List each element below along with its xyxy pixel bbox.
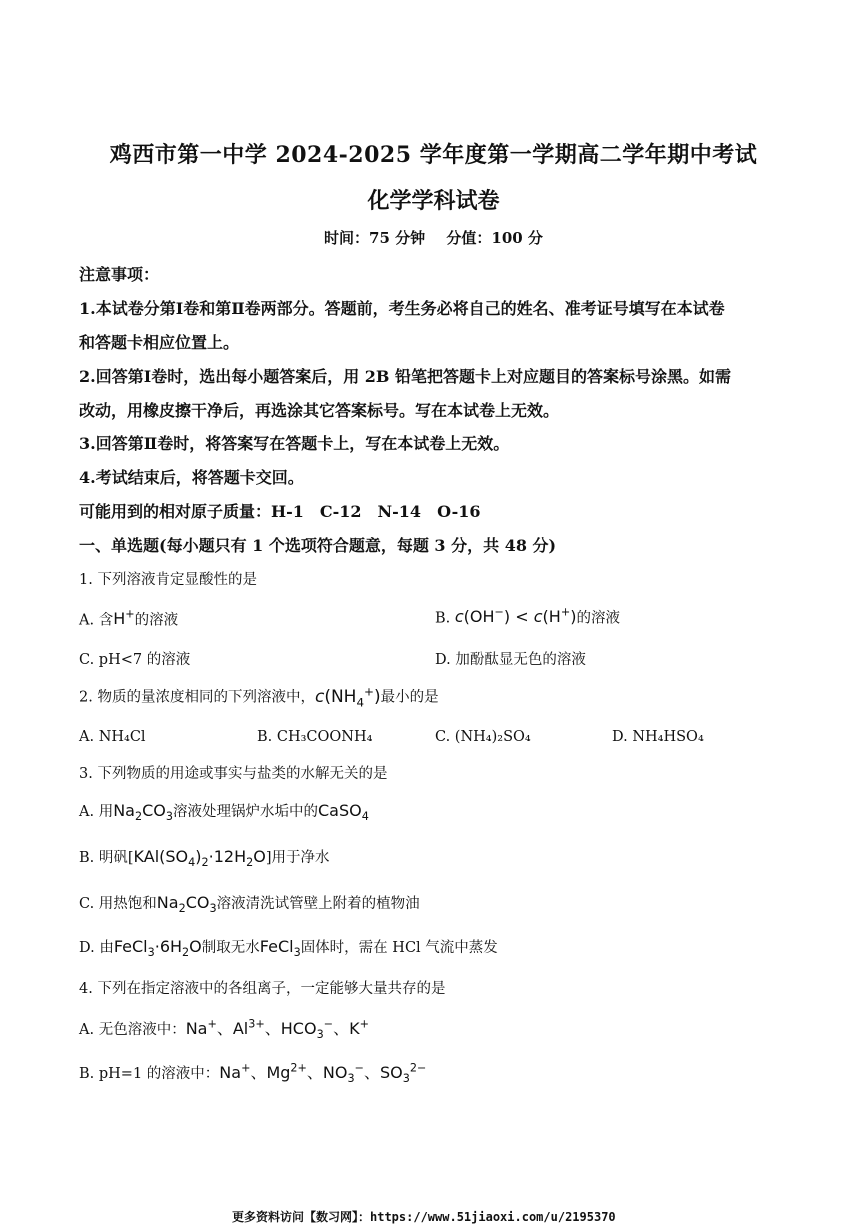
notice-heading: 注意事项： (79, 265, 160, 284)
footer-link[interactable]: 更多资料访问【数习网】：https://www.51jiaoxi.com/u/2195370 (232, 1210, 616, 1224)
notice-item-4: 4.考试结束后，将答题卡交回。 (79, 468, 304, 487)
question-2-option-b: B. CH₃COONH₄ (257, 729, 373, 745)
question-3-option-a: A. 用$Na_2CO_3$溶液处理锅炉水垢中的CaSO$_4$ (79, 801, 369, 824)
notice-item-2a: 2.回答第Ⅰ卷时，选出每小题答案后，用 2B 铅笔把答题卡上对应题目的答案标号涂黑。如需 (79, 367, 731, 386)
atomic-masses: 可能用到的相对原子质量：H-1 C-12 N-14 O-16 (79, 502, 481, 521)
ions-set-a: Na+、$Al^{3+}$、$HCO_3^-$、K+ (185, 1017, 369, 1042)
notice-item-3: 3.回答第Ⅱ卷时，将答案写在答题卡上，写在本试卷上无效。 (79, 434, 510, 453)
formula-c-nh4: $c(NH_4^+)$ (314, 684, 381, 710)
formula-na2co3-hot: $Na_2CO_3$ (156, 893, 217, 916)
question-2-option-a: A. NH₄Cl (79, 729, 146, 745)
question-4-option-a: A. 无色溶液中：Na+、$Al^{3+}$、$HCO_3^-$、K+ (79, 1017, 369, 1042)
question-1-stem: 1. 下列溶液肯定显酸性的是 (79, 572, 257, 588)
formula-h-plus: H+ (113, 608, 135, 629)
notice-item-2b: 改动，用橡皮擦干净后，再选涂其它答案标号。写在本试卷上无效。 (79, 401, 560, 420)
question-1-option-d: D. 加酚酞显无色的溶液 (435, 652, 586, 668)
question-3-option-c: C. 用热饱和$Na_2CO_3$溶液清洗试管壁上附着的植物油 (79, 893, 420, 916)
section-heading: 一、单选题(每小题只有 1 个选项符合题意，每题 3 分，共 48 分) (79, 536, 557, 555)
formula-fecl3-hydrate: $FeCl_3\cdot 6H_2O$ (113, 937, 202, 960)
question-1-option-c: C. pH<7 的溶液 (79, 652, 191, 668)
question-2-option-d: D. NH₄HSO₄ (612, 729, 704, 745)
notice-item-1a: 1.本试卷分第Ⅰ卷和第Ⅱ卷两部分。答题前，考生务必将自己的姓名、准考证号填写在本试卷 (79, 299, 725, 318)
question-2-option-c: C. (NH₄)₂SO₄ (435, 729, 531, 745)
question-3-option-b: B. 明矾$[KAl(SO_4)_2\cdot 12H_2O]$用于净水 (79, 847, 330, 870)
exam-score: 分值：100 分 (446, 229, 543, 247)
question-4-stem: 4. 下列在指定溶液中的各组离子，一定能够大量共存的是 (79, 981, 446, 997)
formula-oh-lt-h: c(OH−) < c(H+) (454, 606, 577, 627)
notice-item-1b: 和答题卡相应位置上。 (79, 333, 240, 352)
question-2-stem: 2. 物质的量浓度相同的下列溶液中，$c(NH_4^+)$最小的是 (79, 684, 439, 710)
question-3-option-d: D. 由$FeCl_3\cdot 6H_2O$制取无水FeCl$_3$固体时，需在 HCl 气流中蒸发 (79, 937, 498, 960)
exam-subtitle: 化学学科试卷 (367, 188, 500, 214)
formula-fecl3: FeCl$_3$ (259, 937, 301, 960)
ions-set-b: Na+、$Mg^{2+}$、$NO_3^-$、$SO_3^{2-}$ (219, 1061, 427, 1086)
exam-title: 鸡西市第一中学 2024-2025 学年度第一学期高二学年期中考试 (109, 142, 758, 168)
formula-alum: $KAl(SO_4)_2\cdot 12H_2O$ (133, 847, 266, 870)
question-1-option-a: A. 含H+的溶液 (79, 608, 179, 629)
question-1-option-b: B. c(OH−) < c(H+)的溶液 (435, 606, 620, 627)
formula-caso4: CaSO$_4$ (318, 801, 369, 824)
question-4-option-b: B. pH=1 的溶液中：Na+、$Mg^{2+}$、$NO_3^-$、$SO_3^{2-}$ (79, 1061, 427, 1086)
exam-time: 时间：75 分钟 (324, 229, 426, 247)
time-score-line (0, 227, 867, 248)
question-3-stem: 3. 下列物质的用途或事实与盐类的水解无关的是 (79, 766, 388, 782)
formula-na2co3: $Na_2CO_3$ (113, 801, 173, 824)
